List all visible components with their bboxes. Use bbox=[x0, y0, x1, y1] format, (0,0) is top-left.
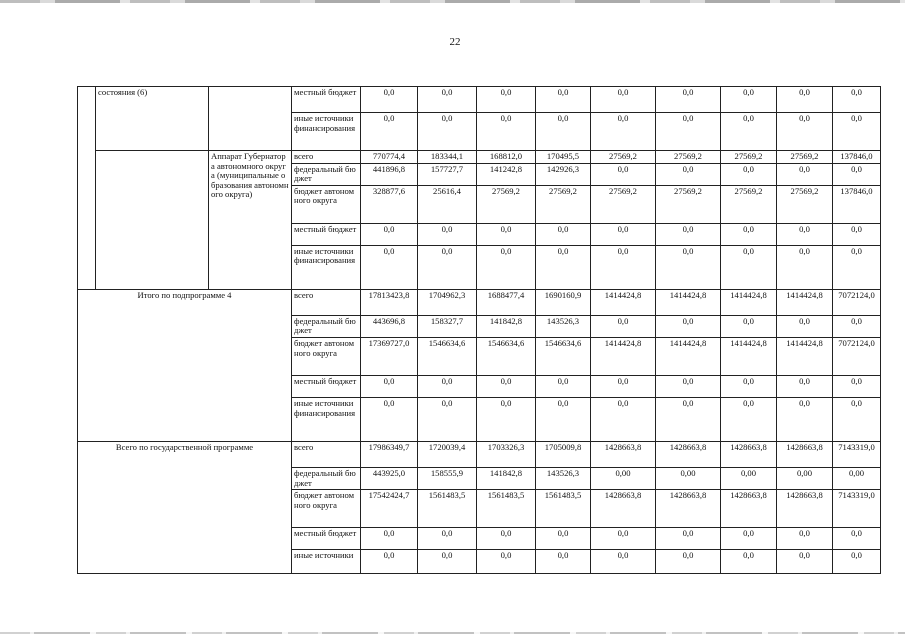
value-cell: 0,0 bbox=[656, 113, 721, 151]
value-cell: 0,0 bbox=[591, 163, 656, 185]
value-cell: 0,0 bbox=[591, 397, 656, 441]
value-cell: 27569,2 bbox=[656, 151, 721, 164]
value-cell: 0,0 bbox=[361, 528, 418, 550]
value-cell: 0,0 bbox=[591, 375, 656, 397]
value-cell: 7143319,0 bbox=[833, 490, 881, 528]
value-cell: 25616,4 bbox=[418, 185, 477, 223]
value-cell: 0,0 bbox=[721, 163, 777, 185]
value-cell: 0,0 bbox=[656, 315, 721, 337]
value-cell: 0,0 bbox=[418, 375, 477, 397]
value-cell: 1414424,8 bbox=[777, 289, 833, 315]
scan-artifact-bottom bbox=[0, 632, 905, 634]
value-cell: 0,0 bbox=[656, 163, 721, 185]
value-cell: 0,0 bbox=[833, 163, 881, 185]
value-cell: 170495,5 bbox=[536, 151, 591, 164]
value-cell: 0,0 bbox=[361, 245, 418, 289]
value-cell: 0,0 bbox=[721, 315, 777, 337]
source-label: всего bbox=[292, 289, 361, 315]
value-cell: 441896,8 bbox=[361, 163, 418, 185]
value-cell: 141842,8 bbox=[477, 315, 536, 337]
value-cell: 1690160,9 bbox=[536, 289, 591, 315]
value-cell: 0,0 bbox=[833, 528, 881, 550]
value-cell: 0,0 bbox=[656, 87, 721, 113]
value-cell: 0,0 bbox=[591, 87, 656, 113]
table-row bbox=[78, 441, 881, 467]
value-cell: 0,0 bbox=[591, 315, 656, 337]
value-cell: 0,0 bbox=[477, 397, 536, 441]
value-cell: 0,0 bbox=[656, 223, 721, 245]
value-cell: 0,0 bbox=[833, 397, 881, 441]
value-cell: 0,0 bbox=[591, 223, 656, 245]
value-cell: 1546634,6 bbox=[536, 337, 591, 375]
value-cell: 0,0 bbox=[418, 397, 477, 441]
value-cell: 0,0 bbox=[656, 397, 721, 441]
value-cell: 0,0 bbox=[477, 375, 536, 397]
value-cell: 183344,1 bbox=[418, 151, 477, 164]
source-label: всего bbox=[292, 441, 361, 467]
source-label: бюджет автономного округа bbox=[292, 185, 361, 223]
value-cell: 1704962,3 bbox=[418, 289, 477, 315]
value-cell: 7143319,0 bbox=[833, 441, 881, 467]
value-cell: 7072124,0 bbox=[833, 289, 881, 315]
value-cell: 0,0 bbox=[536, 550, 591, 574]
value-cell: 0,0 bbox=[477, 550, 536, 574]
value-cell: 0,0 bbox=[536, 375, 591, 397]
value-cell: 1414424,8 bbox=[656, 337, 721, 375]
value-cell: 0,0 bbox=[721, 397, 777, 441]
value-cell: 1546634,6 bbox=[477, 337, 536, 375]
value-cell: 141842,8 bbox=[477, 467, 536, 489]
value-cell: 0,0 bbox=[591, 113, 656, 151]
value-cell: 1428663,8 bbox=[721, 490, 777, 528]
value-cell: 1428663,8 bbox=[591, 441, 656, 467]
value-cell: 1561483,5 bbox=[418, 490, 477, 528]
source-label: местный бюджет bbox=[292, 375, 361, 397]
value-cell: 0,0 bbox=[777, 113, 833, 151]
value-cell: 443925,0 bbox=[361, 467, 418, 489]
value-cell: 0,0 bbox=[656, 550, 721, 574]
value-cell: 1414424,8 bbox=[721, 289, 777, 315]
value-cell: 0,0 bbox=[777, 87, 833, 113]
value-cell: 0,0 bbox=[361, 550, 418, 574]
value-cell: 143526,3 bbox=[536, 315, 591, 337]
value-cell: 0,0 bbox=[656, 245, 721, 289]
value-cell: 17813423,8 bbox=[361, 289, 418, 315]
value-cell: 0,0 bbox=[833, 113, 881, 151]
value-cell: 1428663,8 bbox=[721, 441, 777, 467]
value-cell: 1428663,8 bbox=[656, 490, 721, 528]
value-cell: 0,0 bbox=[536, 113, 591, 151]
value-cell: 0,00 bbox=[721, 467, 777, 489]
value-cell: 0,0 bbox=[777, 375, 833, 397]
value-cell: 143526,3 bbox=[536, 467, 591, 489]
source-label: местный бюджет bbox=[292, 223, 361, 245]
value-cell: 158555,9 bbox=[418, 467, 477, 489]
value-cell: 0,0 bbox=[477, 87, 536, 113]
value-cell: 27569,2 bbox=[591, 151, 656, 164]
value-cell: 0,0 bbox=[833, 223, 881, 245]
value-cell: 0,0 bbox=[777, 528, 833, 550]
value-cell: 1705009,8 bbox=[536, 441, 591, 467]
value-cell: 0,0 bbox=[536, 223, 591, 245]
value-cell: 1414424,8 bbox=[591, 337, 656, 375]
value-cell: 0,0 bbox=[477, 113, 536, 151]
value-cell: 0,0 bbox=[536, 245, 591, 289]
value-cell: 27569,2 bbox=[536, 185, 591, 223]
value-cell: 0,0 bbox=[721, 223, 777, 245]
value-cell: 1703326,3 bbox=[477, 441, 536, 467]
value-cell: 27569,2 bbox=[721, 151, 777, 164]
value-cell: 0,0 bbox=[721, 375, 777, 397]
executor-label: Аппарат Губернатора автономного округа (муниципальные образования автономного округа) bbox=[209, 151, 292, 290]
source-label: иные источники финансирования bbox=[292, 113, 361, 151]
value-cell: 0,0 bbox=[777, 223, 833, 245]
value-cell: 17369727,0 bbox=[361, 337, 418, 375]
value-cell: 137846,0 bbox=[833, 151, 881, 164]
value-cell: 1428663,8 bbox=[777, 490, 833, 528]
org-cell-empty bbox=[209, 87, 292, 151]
source-label: иные источники финансирования bbox=[292, 397, 361, 441]
index-cell bbox=[78, 87, 96, 290]
source-label: всего bbox=[292, 151, 361, 164]
value-cell: 157727,7 bbox=[418, 163, 477, 185]
value-cell: 7072124,0 bbox=[833, 337, 881, 375]
value-cell: 27569,2 bbox=[477, 185, 536, 223]
source-label: бюджет автономного округа bbox=[292, 337, 361, 375]
value-cell: 0,0 bbox=[721, 113, 777, 151]
value-cell: 328877,6 bbox=[361, 185, 418, 223]
scan-artifact-top bbox=[0, 0, 905, 3]
value-cell: 0,0 bbox=[591, 245, 656, 289]
value-cell: 0,00 bbox=[833, 467, 881, 489]
value-cell: 1414424,8 bbox=[591, 289, 656, 315]
value-cell: 0,0 bbox=[536, 528, 591, 550]
source-label: федеральный бюджет bbox=[292, 467, 361, 489]
value-cell: 141242,8 bbox=[477, 163, 536, 185]
value-cell: 0,0 bbox=[777, 245, 833, 289]
measure-cell-empty bbox=[96, 151, 209, 290]
source-label: бюджет автономного округа bbox=[292, 490, 361, 528]
value-cell: 0,0 bbox=[477, 223, 536, 245]
value-cell: 1546634,6 bbox=[418, 337, 477, 375]
value-cell: 0,0 bbox=[833, 550, 881, 574]
value-cell: 0,0 bbox=[361, 113, 418, 151]
value-cell: 137846,0 bbox=[833, 185, 881, 223]
value-cell: 0,0 bbox=[418, 245, 477, 289]
value-cell: 1561483,5 bbox=[536, 490, 591, 528]
value-cell: 1720039,4 bbox=[418, 441, 477, 467]
value-cell: 0,0 bbox=[721, 550, 777, 574]
value-cell: 0,0 bbox=[591, 550, 656, 574]
value-cell: 1428663,8 bbox=[591, 490, 656, 528]
value-cell: 1428663,8 bbox=[656, 441, 721, 467]
value-cell: 27569,2 bbox=[656, 185, 721, 223]
value-cell: 1414424,8 bbox=[721, 337, 777, 375]
value-cell: 17542424,7 bbox=[361, 490, 418, 528]
value-cell: 0,0 bbox=[418, 113, 477, 151]
measure-label: состояния (6) bbox=[96, 87, 209, 151]
value-cell: 27569,2 bbox=[721, 185, 777, 223]
value-cell: 0,0 bbox=[833, 245, 881, 289]
table-row bbox=[78, 289, 881, 315]
value-cell: 0,0 bbox=[418, 87, 477, 113]
value-cell: 0,0 bbox=[361, 87, 418, 113]
total-title: Итого по подпрограмме 4 bbox=[78, 289, 292, 441]
value-cell: 0,0 bbox=[833, 375, 881, 397]
value-cell: 27569,2 bbox=[591, 185, 656, 223]
value-cell: 0,0 bbox=[721, 87, 777, 113]
value-cell: 0,0 bbox=[833, 87, 881, 113]
page-number: 22 bbox=[449, 36, 461, 48]
value-cell: 0,0 bbox=[777, 163, 833, 185]
value-cell: 27569,2 bbox=[777, 185, 833, 223]
table-row bbox=[78, 151, 881, 164]
value-cell: 1414424,8 bbox=[656, 289, 721, 315]
value-cell: 0,0 bbox=[418, 223, 477, 245]
source-label: местный бюджет bbox=[292, 528, 361, 550]
value-cell: 27569,2 bbox=[777, 151, 833, 164]
value-cell: 0,0 bbox=[477, 245, 536, 289]
value-cell: 1414424,8 bbox=[777, 337, 833, 375]
table-row bbox=[78, 87, 881, 113]
value-cell: 0,0 bbox=[536, 87, 591, 113]
value-cell: 770774,4 bbox=[361, 151, 418, 164]
value-cell: 0,0 bbox=[477, 528, 536, 550]
value-cell: 0,00 bbox=[777, 467, 833, 489]
value-cell: 0,0 bbox=[721, 245, 777, 289]
value-cell: 168812,0 bbox=[477, 151, 536, 164]
value-cell: 17986349,7 bbox=[361, 441, 418, 467]
value-cell: 0,0 bbox=[361, 397, 418, 441]
value-cell: 0,0 bbox=[777, 315, 833, 337]
value-cell: 0,00 bbox=[591, 467, 656, 489]
value-cell: 0,0 bbox=[833, 315, 881, 337]
value-cell: 0,0 bbox=[418, 550, 477, 574]
value-cell: 0,0 bbox=[361, 223, 418, 245]
value-cell: 0,0 bbox=[536, 397, 591, 441]
value-cell: 0,0 bbox=[777, 397, 833, 441]
source-label: федеральный бюджет bbox=[292, 315, 361, 337]
value-cell: 158327,7 bbox=[418, 315, 477, 337]
source-label: местный бюджет bbox=[292, 87, 361, 113]
value-cell: 0,0 bbox=[777, 550, 833, 574]
value-cell: 0,0 bbox=[721, 528, 777, 550]
value-cell: 0,0 bbox=[418, 528, 477, 550]
source-label: иные источники bbox=[292, 550, 361, 574]
value-cell: 0,0 bbox=[361, 375, 418, 397]
value-cell: 1688477,4 bbox=[477, 289, 536, 315]
value-cell: 0,0 bbox=[591, 528, 656, 550]
source-label: иные источники финансирования bbox=[292, 245, 361, 289]
source-label: федеральный бюджет bbox=[292, 163, 361, 185]
value-cell: 1428663,8 bbox=[777, 441, 833, 467]
value-cell: 1561483,5 bbox=[477, 490, 536, 528]
value-cell: 0,00 bbox=[656, 467, 721, 489]
value-cell: 142926,3 bbox=[536, 163, 591, 185]
total-title: Всего по государственной программе bbox=[78, 441, 292, 573]
budget-table bbox=[77, 86, 881, 574]
value-cell: 443696,8 bbox=[361, 315, 418, 337]
value-cell: 0,0 bbox=[656, 528, 721, 550]
value-cell: 0,0 bbox=[656, 375, 721, 397]
